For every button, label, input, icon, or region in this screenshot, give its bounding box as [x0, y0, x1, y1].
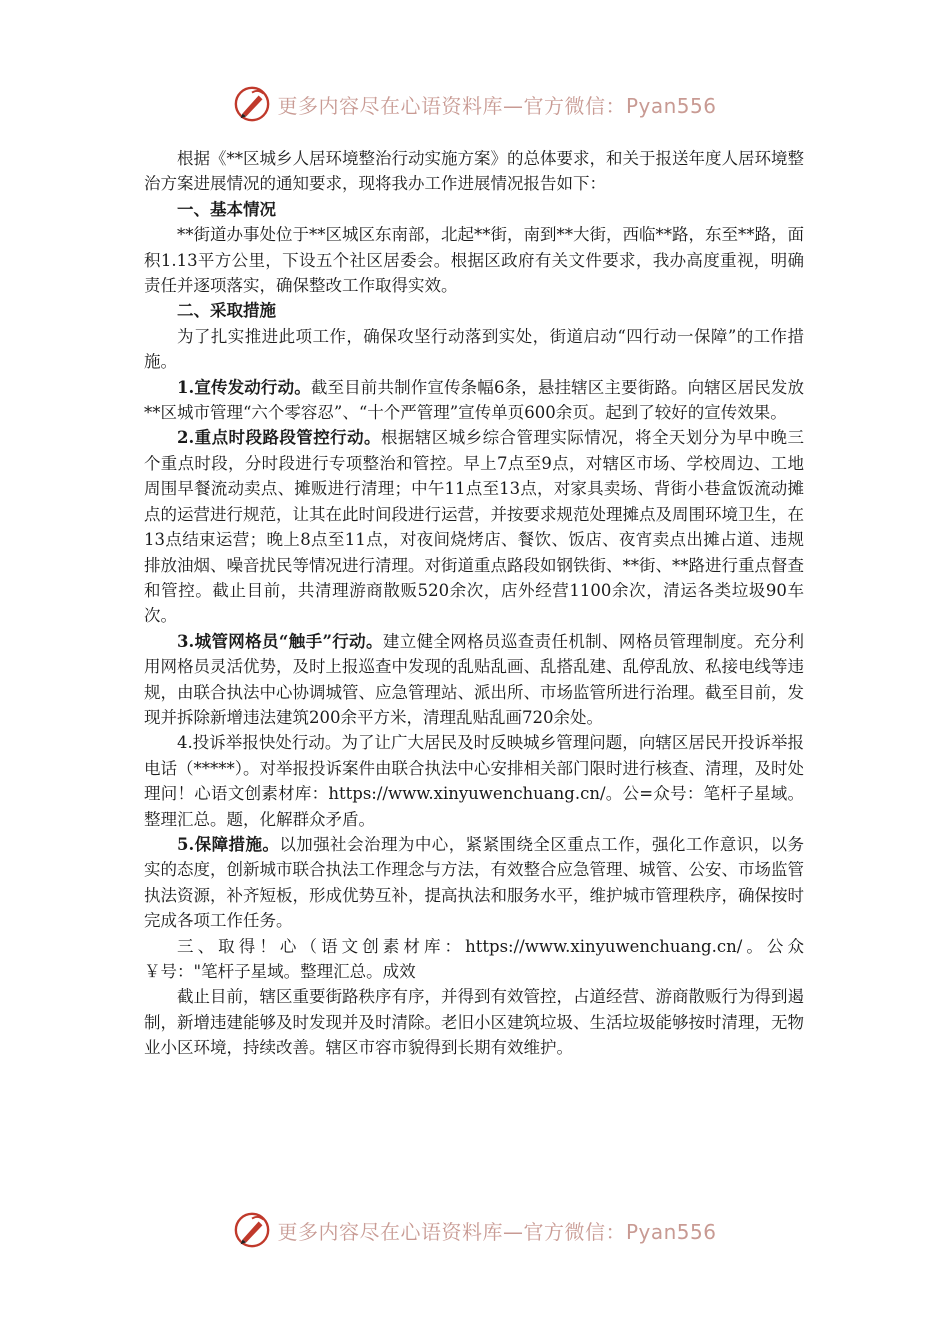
measure-title: 3.城管网格员“触手”行动。	[177, 631, 383, 651]
document-body	[144, 146, 804, 1061]
banner-text: 更多内容尽在心语资料库—官方微信：Pyan556	[277, 1219, 717, 1244]
measure-paragraph	[144, 375, 804, 426]
measure-body: 建立健全网格员巡查责任机制、网格员管理制度。充分利用网格员灵活优势，及时上报巡查中发现的乱贴乱画、乱搭乱建、乱停乱放、私接电线等违规，由联合执法中心协调城管、应急管理站、派出所、市场监管所进行治理。截至目前，发现并拆除新增违法建筑200余平方米，清理乱贴乱画720余处。	[144, 631, 804, 727]
intro-paragraph: 根据《**区城乡人居环境整治行动实施方案》的总体要求，和关于报送年度人居环境整治方案进展情况的通知要求，现将我办工作进展情况报告如下：	[144, 149, 804, 194]
measure-paragraph	[144, 629, 804, 731]
pen-logo-icon	[233, 85, 271, 123]
section-heading-measures: 二、采取措施	[177, 301, 276, 321]
footer-banner	[0, 1210, 950, 1250]
measure-title: 4.投诉举报快处行动。	[177, 733, 342, 753]
measure-paragraph	[144, 425, 804, 628]
header-banner	[0, 84, 950, 124]
measure-body: 以加强社会治理为中心，紧紧围绕全区重点工作，强化工作意识，以务实的态度，创新城市联合执法工作理念与方法，有效整合应急管理、城管、公安、市场监管执法资源，补齐短板，形成优势互补，提高执法和服务水平，维护城市管理秩序，确保按时完成各项工作任务。	[144, 834, 804, 931]
pen-logo-icon	[233, 1211, 271, 1249]
measure-title: 1.宣传发动行动。	[177, 377, 311, 397]
measure-paragraph	[144, 730, 804, 832]
measure-title: 5.保障措施。	[177, 834, 280, 854]
measure-title: 2.重点时段路段管控行动。	[177, 428, 381, 448]
measure-paragraph	[144, 832, 804, 934]
section-heading-basic: 一、基本情况	[177, 199, 276, 219]
measure-body: 截至目前共制作宣传条幅6条，悬挂辖区主要街路。向辖区居民发放**区城市管理“六个零容忍”、“十个严管理”宣传单页600余页。起到了较好的宣传效果。	[144, 377, 804, 423]
measure-body: 根据辖区城乡综合管理实际情况，将全天划分为早中晚三个重点时段，分时段进行专项整治和管控。早上7点至9点，对辖区市场、学校周边、工地周围早餐流动卖点、摊贩进行清理；中午11点至13点，对家具卖场、背街小巷盒饭流动摊点的运营进行规范，让其在此时间段进行运营，并按要求规范处理摊点及周围环境卫生，在13点结束运营；晚上8点至11点，对夜间烧烤店、餐饮、饭店、夜宵卖点出摊占道、违规排放油烟、噪音扰民等情况进行清理。对街道重点路段如钢铁街、**街、**路进行重点督查和管控。截止目前，共清理游商散贩520余次，店外经营1100余次，清运各类垃圾90车次。	[144, 428, 804, 626]
section-heading-results: 三、取得！心（语文创素材库：https://www.xinyuwenchuang.cn/。公众￥号："笔杆子星域。整理汇总。成效	[144, 936, 804, 981]
section-measures-intro: 为了扎实推进此项工作，确保攻坚行动落到实处，街道启动“四行动一保障”的工作措施。	[144, 326, 804, 372]
banner-text: 更多内容尽在心语资料库—官方微信：Pyan556	[277, 93, 717, 118]
section-basic-body: **街道办事处位于**区城区东南部，北起**街，南到**大街，西临**路，东至**路，面积1.13平方公里，下设五个社区居委会。根据区政府有关文件要求，我办高度重视，明确责任并逐项落实，确保整改工作取得实效。	[144, 225, 804, 296]
measure-body: 为了让广大居民及时反映城乡管理问题，向辖区居民开投诉举报电话（*****）。对举报投诉案件由联合执法中心安排相关部门限时进行核查、清理，及时处理问！心语文创素材库：https://www.xinyuwenchuang.cn/。公=众号：笔杆子星域。整理汇总。题，化解群众矛盾。	[144, 733, 805, 829]
section-results-body: 截止目前，辖区重要街路秩序有序，并得到有效管控，占道经营、游商散贩行为得到遏制，新增违建能够及时发现并及时清除。老旧小区建筑垃圾、生活垃圾能够按时清理，无物业小区环境，持续改善。辖区市容市貌得到长期有效维护。	[144, 987, 804, 1058]
